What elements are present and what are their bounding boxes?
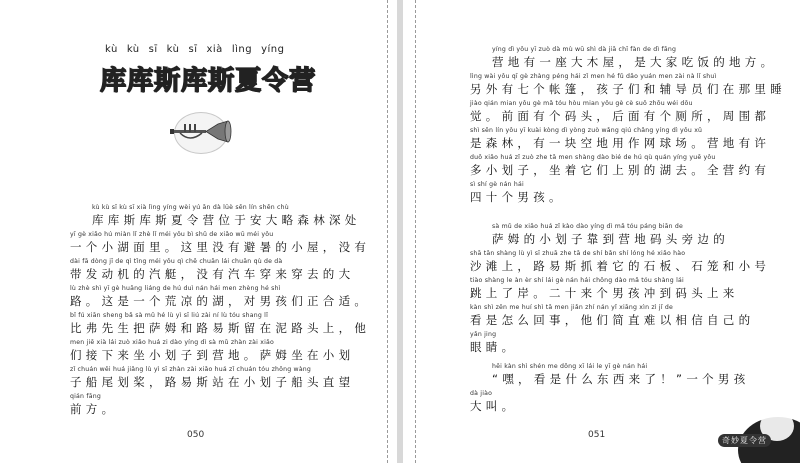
pinyin-line: hēi kàn shì shén me dōng xī lái le yī gè nán hái [492, 363, 648, 370]
hanzi-line: 看是怎么回事，他们简直难以相信自己的 [470, 313, 755, 327]
hanzi-line: 觉。前面有个码头，后面有个厕所，周围都 [470, 109, 771, 123]
book-title-tag: 奇妙夏令营 [718, 434, 771, 447]
chapter-title: 库库斯库斯夏令营 [100, 66, 317, 96]
pinyin-line: shì sēn lín yǒu yī kuài kòng dì yòng zuò wǎng qiú chǎng yíng dì yǒu xǔ [470, 127, 703, 134]
pinyin-line: yǎn jing [470, 331, 497, 338]
pinyin-line: lù zhè shì yī gè huāng liáng de hú duì nán hái men zhèng hé shì [70, 285, 281, 292]
pinyin-line: dà jiào [470, 390, 493, 397]
pinyin-line: dài fā dòng jī de qì tǐng méi yǒu qì chē chuān lái chuān qù de dà [70, 258, 283, 265]
hanzi-line: 大叫。 [470, 399, 518, 413]
pinyin-line: tiào shàng le àn èr shí lái gè nán hái chōng dào mǎ tóu shàng lái [470, 277, 684, 284]
left-page [0, 0, 397, 463]
title-pinyin-syllable: kù [166, 44, 180, 55]
pinyin-line: kù kù sī kù sī xià lìng yíng wèi yú ān dà lüè sēn lín shēn chù [92, 204, 289, 211]
title-pinyin-syllable: kù [126, 44, 140, 55]
pinyin-line: lìng wài yǒu qī gè zhàng péng hái zǐ men hé fǔ dǎo yuán men zài nà lǐ shuì [470, 73, 717, 80]
hanzi-line: 沙滩上，路易斯抓着它的石板、石笼和小号 [470, 259, 771, 273]
title-pinyin-syllable: sī [148, 44, 158, 55]
hanzi-line: 四十个男孩。 [470, 190, 565, 204]
hanzi-line: 子船尾划桨，路易斯站在小划子船头直望 [70, 375, 355, 389]
cut-line-right [415, 0, 416, 463]
title-pinyin-syllable: kù [105, 44, 118, 55]
cut-line-left [387, 0, 388, 463]
footer-decoration [710, 393, 800, 463]
pinyin-line: men jiē xià lái zuò xiǎo huá zi dào yíng dì sà mǔ zhàn zài xiǎo [70, 339, 274, 346]
pinyin-line: sì shí gè nán hái [470, 181, 524, 188]
pinyin-line: shā tān shàng lù yì sī zhuā zhe tā de shí bǎn shí lóng hé xiǎo hào [470, 250, 686, 257]
title-pinyin-syllable: lìng [231, 44, 253, 55]
right-page [403, 0, 800, 463]
pinyin-line: yíng dì yǒu yī zuò dà mù wū shì dà jiā chī fàn de dì fāng [492, 46, 677, 53]
hanzi-line: 带发动机的汽艇，没有汽车穿来穿去的大 [70, 267, 355, 281]
pinyin-line: sà mǔ de xiǎo huá zǐ kào dào yíng dì mǎ tóu páng biān de [492, 223, 684, 230]
title-pinyin-syllable: xià [206, 44, 223, 55]
title-pinyin [105, 44, 293, 55]
hanzi-line: 库库斯库斯夏令营位于安大略森林深处 [92, 213, 361, 227]
hanzi-line: 萨姆的小划子靠到营地码头旁边的 [492, 232, 729, 246]
pinyin-line: duō xiǎo huá zǐ zuò zhe tā men shàng dào bié de hú qù quán yíng yuē yǒu [470, 154, 716, 161]
hanzi-line: 眼睛。 [470, 340, 518, 354]
title-pinyin-syllable: yíng [261, 44, 285, 55]
pinyin-line: zǐ chuán wěi huá jiǎng lù yì sī zhàn zài xiǎo huá zǐ chuán tóu zhōng wàng [70, 366, 312, 373]
hanzi-line: “嘿，看是什么东西来了！”一个男孩 [492, 372, 750, 386]
hanzi-line: 是森林，有一块空地用作网球场。营地有许 [470, 136, 771, 150]
pinyin-line: qián fāng [70, 393, 101, 400]
hanzi-line: 们接下来坐小划子到营地。萨姆坐在小划 [70, 348, 355, 362]
pinyin-line: kàn shì zěn me huí shì tā men jiǎn zhí nán yǐ xiāng xìn zì jǐ de [470, 304, 674, 311]
page-number-left: 050 [187, 430, 205, 440]
hanzi-line: 营地有一座大木屋，是大家吃饭的地方。 [492, 55, 777, 69]
hanzi-line: 跳上了岸。二十来个男孩冲到码头上来 [470, 286, 739, 300]
pinyin-line: bǐ fú xiān sheng bǎ sà mǔ hé lù yì sī liú zài ní lù tóu shang lǐ [70, 312, 269, 319]
trumpet-icon [170, 118, 232, 146]
hanzi-line: 另外有七个帐篷，孩子们和辅导员们在那里睡 [470, 82, 786, 96]
hanzi-line: 多小划子，坐着它们上别的湖去。全营约有 [470, 163, 771, 177]
hanzi-line: 比弗先生把萨姆和路易斯留在泥路头上，他 [70, 321, 371, 335]
page-number-right: 051 [588, 430, 606, 440]
pinyin-line: yī gè xiǎo hú miàn lǐ zhè lǐ méi yǒu bì shǔ de xiǎo wū méi yǒu [70, 231, 274, 238]
hanzi-line: 前方。 [70, 402, 118, 416]
pinyin-line: jiào qián mian yǒu gè mǎ tóu hòu mian yǒu gè cè suǒ zhōu wéi dōu [470, 100, 693, 107]
hanzi-line: 路。这是一个荒凉的湖，对男孩们正合适。 [70, 294, 371, 308]
title-pinyin-syllable: sī [188, 44, 198, 55]
hanzi-line: 一个小湖面里。这里没有避暑的小屋，没有 [70, 240, 371, 254]
